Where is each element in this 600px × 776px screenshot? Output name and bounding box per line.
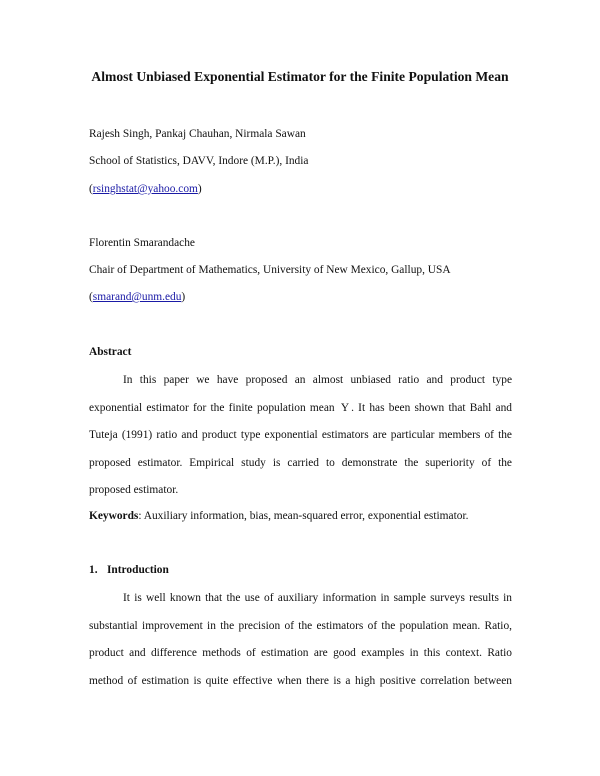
keywords-label: Keywords <box>89 510 139 522</box>
email-link-2[interactable]: smarand@unm.edu <box>92 291 182 303</box>
keywords-text: : Auxiliary information, bias, mean-squared error, exponential estimator. <box>138 510 469 522</box>
abstract-line-2-before: exponential estimator for the finite population mean <box>89 401 335 414</box>
section-title: Introduction <box>107 564 169 576</box>
abstract-line-3: Tuteja (1991) ratio and product type exponential estimators are particular members of the <box>89 429 512 441</box>
section-number: 1. <box>89 564 98 576</box>
email-line-2 <box>89 291 185 303</box>
population-mean-symbol: Y <box>339 395 351 423</box>
paren-close: ) <box>197 183 202 195</box>
authors-group-2: Florentin Smarandache <box>89 237 195 249</box>
paren-open: ( <box>89 183 93 195</box>
abstract-line-5: proposed estimator. <box>89 484 179 496</box>
intro-line-2: substantial improvement in the precision of the estimators of the population mean. Ratio, <box>89 619 512 632</box>
email-line-1 <box>89 183 202 195</box>
abstract-body <box>89 367 512 505</box>
abstract-line-4: proposed estimator. Empirical study is carried to demonstrate the superiority of the <box>89 456 512 469</box>
paren-open: ( <box>89 291 93 303</box>
affiliation-1: School of Statistics, DAVV, Indore (M.P.), India <box>89 155 309 167</box>
paper-title: Almost Unbiased Exponential Estimator for the Finite Population Mean <box>91 69 509 84</box>
abstract-line-2-after: . It has been shown that Bahl and <box>351 401 512 414</box>
affiliation-2: Chair of Department of Mathematics, University of New Mexico, Gallup, USA <box>89 264 451 276</box>
introduction-body <box>89 585 512 695</box>
authors-group-1: Rajesh Singh, Pankaj Chauhan, Nirmala Sawan <box>89 128 306 140</box>
abstract-line-2 <box>89 395 512 423</box>
section-heading <box>89 564 169 576</box>
email-link-1[interactable]: rsinghstat@yahoo.com <box>92 183 198 195</box>
abstract-heading: Abstract <box>89 346 132 358</box>
paren-close: ) <box>181 291 186 303</box>
intro-line-3: product and difference methods of estimation are good examples in this context. Ratio <box>89 647 512 659</box>
keywords-line <box>89 510 468 522</box>
abstract-line-1: In this paper we have proposed an almost unbiased ratio and product type <box>123 374 512 386</box>
intro-line-4: method of estimation is quite effective when there is a high positive correlation between <box>89 674 512 687</box>
intro-line-1: It is well known that the use of auxiliary information in sample surveys results in <box>123 592 512 604</box>
